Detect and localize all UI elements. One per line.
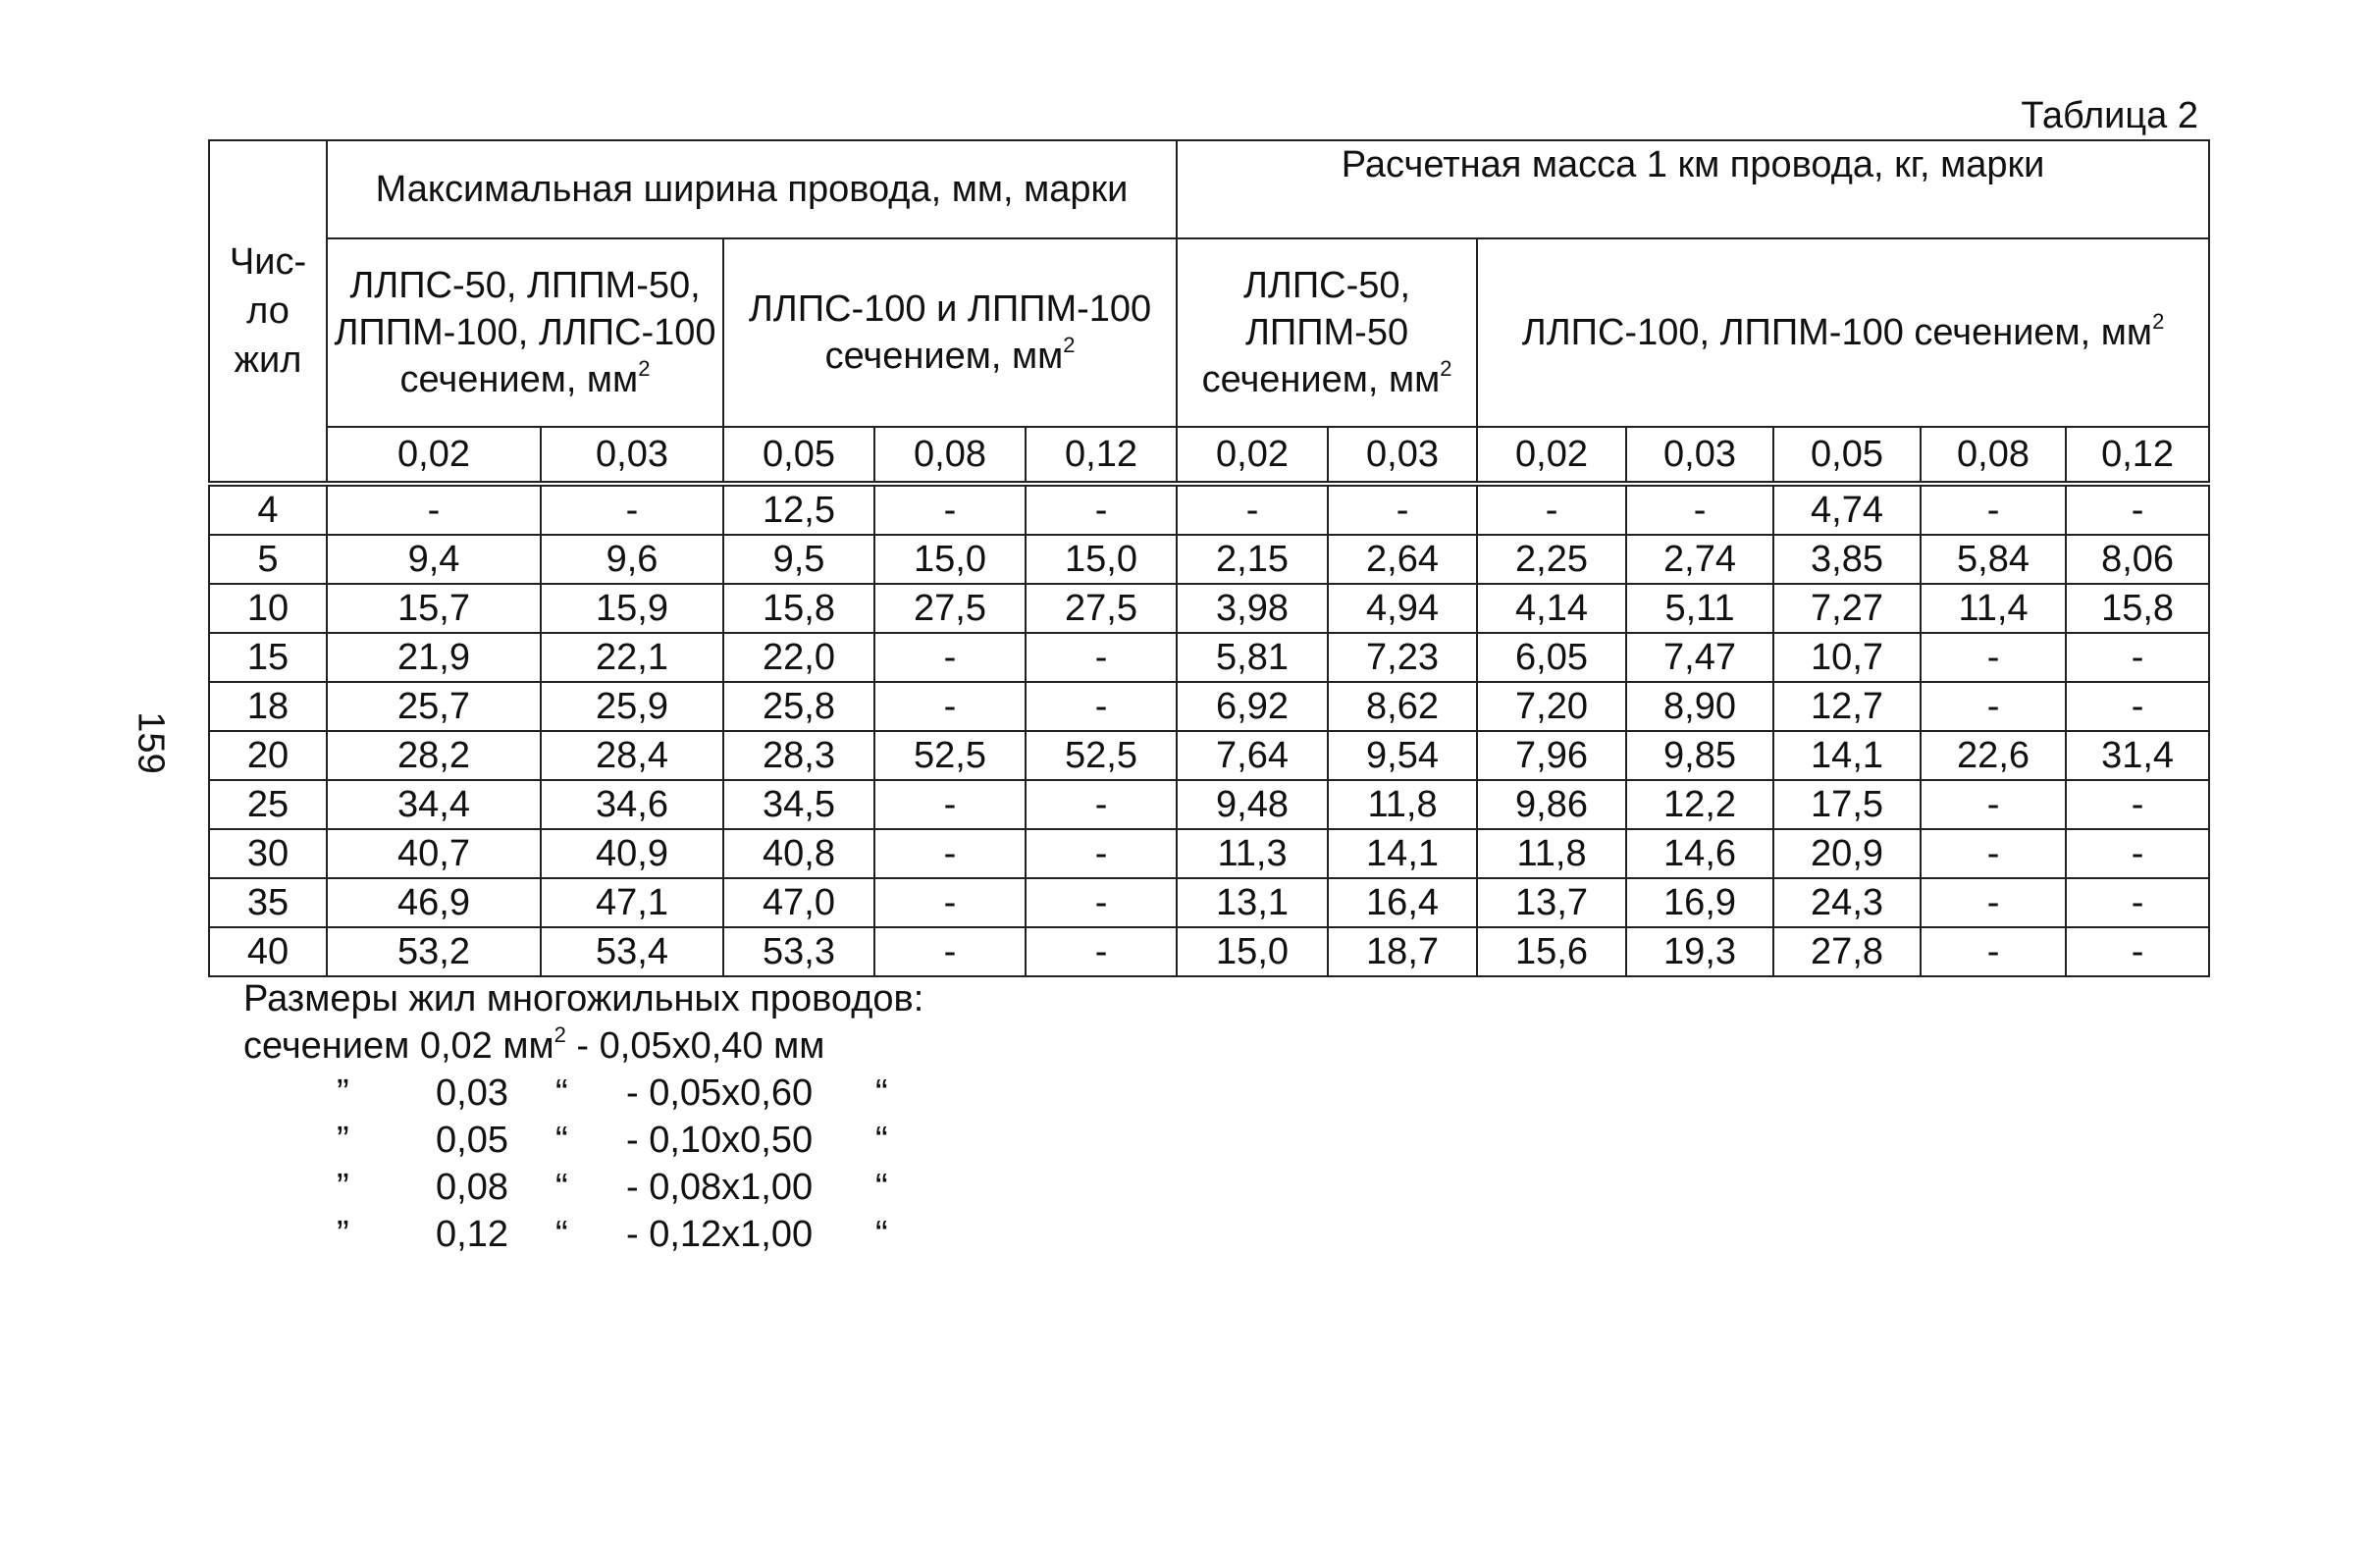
table-cell: 14,1 — [1328, 829, 1477, 878]
table-cell: 11,8 — [1328, 780, 1477, 829]
table-cell: - — [874, 484, 1026, 535]
table-cell: 9,54 — [1328, 731, 1477, 780]
table-cell: 25,9 — [541, 682, 723, 731]
table-cell: 53,4 — [541, 927, 723, 976]
row-count-cell: 30 — [209, 829, 327, 878]
table-cell: - — [874, 829, 1026, 878]
table-cell: - — [874, 927, 1026, 976]
table-cell: 4,14 — [1477, 584, 1626, 633]
table-cell: 25,7 — [327, 682, 541, 731]
section-header: 0,02 — [1477, 427, 1626, 484]
note-section: 0,03 — [436, 1072, 508, 1114]
table-cell: 14,6 — [1626, 829, 1773, 878]
table-cell: 47,1 — [541, 878, 723, 927]
table-cell: 34,5 — [723, 780, 874, 829]
table-cell: - — [2066, 878, 2209, 927]
section-header: 0,03 — [1626, 427, 1773, 484]
ditto-mark: “ — [875, 1072, 888, 1114]
table-cell: 12,7 — [1773, 682, 1921, 731]
section-header: 0,03 — [1328, 427, 1477, 484]
table-cell: - — [1626, 484, 1773, 535]
header-mass-sub1: ЛЛПС-50, ЛППМ-50 сечением, $мм^2$ — [1177, 238, 1477, 427]
table-cell: 15,0 — [1177, 927, 1328, 976]
note-size: - 0,10х0,50 — [626, 1120, 814, 1161]
table-cell: 11,4 — [1921, 584, 2066, 633]
note-item — [243, 1070, 923, 1117]
table-cell: - — [541, 484, 723, 535]
header-width-sub1: ЛЛПС-50, ЛППМ-50, ЛППМ-100, ЛЛПС-100 сечением, $мм^2$ — [327, 238, 723, 427]
header-mass-sub2: ЛЛПС-100, ЛППМ-100 сечением, $мм^2$ — [1477, 238, 2209, 427]
table-cell: 9,6 — [541, 535, 723, 584]
table-cell: - — [1026, 484, 1177, 535]
table-cell: 13,1 — [1177, 878, 1328, 927]
table-cell: 6,92 — [1177, 682, 1328, 731]
table-cell: 5,84 — [1921, 535, 2066, 584]
table-cell: 22,6 — [1921, 731, 2066, 780]
notes-first-line: сечением 0,02 $мм^2 - 0,05х0,40$ мм — [243, 1022, 825, 1067]
section-header: 0,08 — [874, 427, 1026, 484]
table-row — [209, 535, 2209, 584]
table-cell: 13,7 — [1477, 878, 1626, 927]
note-section: 0,08 — [436, 1167, 508, 1208]
table-cell: - — [1026, 927, 1177, 976]
table-row — [209, 633, 2209, 682]
table-cell: - — [1921, 682, 2066, 731]
table-cell: 7,27 — [1773, 584, 1921, 633]
ditto-mark: ” — [337, 1072, 349, 1114]
table-cell: 11,3 — [1177, 829, 1328, 878]
table-cell: 9,48 — [1177, 780, 1328, 829]
table-cell: 27,5 — [1026, 584, 1177, 633]
table-cell: 4,74 — [1773, 484, 1921, 535]
table-cell: 53,2 — [327, 927, 541, 976]
ditto-mark: ” — [337, 1120, 349, 1161]
table-cell: 16,9 — [1626, 878, 1773, 927]
table-cell: 9,5 — [723, 535, 874, 584]
table-cell: 6,05 — [1477, 633, 1626, 682]
section-header: 0,02 — [1177, 427, 1328, 484]
table-caption: Таблица 2 — [2021, 95, 2198, 136]
table-cell: 12,5 — [723, 484, 874, 535]
table-cell: 46,9 — [327, 878, 541, 927]
table-cell: - — [1177, 484, 1328, 535]
table-cell: 28,2 — [327, 731, 541, 780]
table-cell: 4,94 — [1328, 584, 1477, 633]
table-body — [209, 484, 2209, 976]
table-cell: 52,5 — [874, 731, 1026, 780]
header-count-label: Чис-ло жил — [209, 140, 327, 484]
notes-title: Размеры жил многожильных проводов: — [243, 978, 924, 1019]
section-header: 0,12 — [1026, 427, 1177, 484]
table-cell: 22,0 — [723, 633, 874, 682]
table-cell: 9,86 — [1477, 780, 1626, 829]
table-cell: - — [1921, 484, 2066, 535]
header-sections-row — [209, 427, 2209, 484]
table-cell: 2,64 — [1328, 535, 1477, 584]
header-group-width: Максимальная ширина провода, мм, марки — [327, 140, 1177, 238]
table-cell: 3,85 — [1773, 535, 1921, 584]
table-cell: - — [874, 682, 1026, 731]
ditto-mark: “ — [875, 1214, 888, 1255]
section-header: 0,12 — [2066, 427, 2209, 484]
table-cell: 7,23 — [1328, 633, 1477, 682]
table-cell: 8,90 — [1626, 682, 1773, 731]
table-cell: 15,8 — [723, 584, 874, 633]
note-item — [243, 1117, 923, 1164]
table-cell: 40,9 — [541, 829, 723, 878]
note-section: 0,05 — [436, 1120, 508, 1161]
table-cell: - — [2066, 829, 2209, 878]
ditto-mark: “ — [875, 1120, 888, 1161]
ditto-mark: “ — [875, 1167, 888, 1208]
row-count-cell: 15 — [209, 633, 327, 682]
table-cell: 53,3 — [723, 927, 874, 976]
table-cell: - — [1921, 927, 2066, 976]
table-cell: - — [874, 878, 1026, 927]
note-size: - 0,12х1,00 — [626, 1214, 814, 1255]
table-cell: 8,06 — [2066, 535, 2209, 584]
table-cell: 28,4 — [541, 731, 723, 780]
table-cell: - — [2066, 484, 2209, 535]
table-cell: 27,8 — [1773, 927, 1921, 976]
notes-items — [243, 1070, 923, 1258]
table-row — [209, 927, 2209, 976]
note-section: 0,12 — [436, 1214, 508, 1255]
table-cell: 40,8 — [723, 829, 874, 878]
table-cell: - — [2066, 633, 2209, 682]
note-item — [243, 1211, 923, 1258]
table-cell: 22,1 — [541, 633, 723, 682]
table-cell: 27,5 — [874, 584, 1026, 633]
table-cell: - — [1026, 829, 1177, 878]
row-count-cell: 18 — [209, 682, 327, 731]
note-size: - 0,08х1,00 — [626, 1167, 814, 1208]
table-cell: - — [1921, 633, 2066, 682]
table-cell: 3,98 — [1177, 584, 1328, 633]
note-size: - 0,05х0,60 — [626, 1072, 814, 1114]
table-cell: 34,6 — [541, 780, 723, 829]
table-cell: - — [1026, 633, 1177, 682]
table-cell: - — [1921, 878, 2066, 927]
table-cell: 25,8 — [723, 682, 874, 731]
section-header: 0,08 — [1921, 427, 2066, 484]
note-item — [243, 1164, 923, 1211]
section-header: 0,05 — [1773, 427, 1921, 484]
table-cell: 24,3 — [1773, 878, 1921, 927]
table-cell: - — [2066, 780, 2209, 829]
row-count-cell: 5 — [209, 535, 327, 584]
table-row — [209, 878, 2209, 927]
notes-block — [243, 975, 923, 1258]
header-width-sub2: ЛЛПС-100 и ЛППМ-100 сечением, $мм^2$ — [723, 238, 1177, 427]
table-cell: - — [2066, 927, 2209, 976]
section-header: 0,05 — [723, 427, 874, 484]
table-cell: 11,8 — [1477, 829, 1626, 878]
ditto-mark: ” — [337, 1214, 349, 1255]
table-cell: - — [1026, 878, 1177, 927]
table-cell: 2,15 — [1177, 535, 1328, 584]
table-cell: 5,11 — [1626, 584, 1773, 633]
section-header: 0,03 — [541, 427, 723, 484]
table-cell: 28,3 — [723, 731, 874, 780]
table-row — [209, 584, 2209, 633]
ditto-mark: “ — [555, 1214, 568, 1255]
table-cell: 15,9 — [541, 584, 723, 633]
table-cell: - — [1026, 682, 1177, 731]
table-cell: 9,85 — [1626, 731, 1773, 780]
ditto-mark: “ — [555, 1120, 568, 1161]
table-cell: 7,20 — [1477, 682, 1626, 731]
table-cell: 15,0 — [1026, 535, 1177, 584]
table-cell: 52,5 — [1026, 731, 1177, 780]
table-cell: 15,6 — [1477, 927, 1626, 976]
table-cell: - — [874, 780, 1026, 829]
ditto-mark: ” — [337, 1167, 349, 1208]
row-count-cell: 40 — [209, 927, 327, 976]
header-group-mass: Расчетная масса 1 км провода, кг, марки — [1177, 140, 2209, 238]
row-count-cell: 20 — [209, 731, 327, 780]
table-row — [209, 484, 2209, 535]
table-cell: 7,64 — [1177, 731, 1328, 780]
table-cell: 5,81 — [1177, 633, 1328, 682]
row-count-cell: 35 — [209, 878, 327, 927]
table-cell: 19,3 — [1626, 927, 1773, 976]
table-cell: - — [327, 484, 541, 535]
table-cell: 7,96 — [1477, 731, 1626, 780]
table-cell: - — [874, 633, 1026, 682]
page-number: 159 — [130, 711, 172, 774]
row-count-cell: 10 — [209, 584, 327, 633]
table-cell: - — [1026, 780, 1177, 829]
table-cell: 31,4 — [2066, 731, 2209, 780]
row-count-cell: 4 — [209, 484, 327, 535]
table-cell: 47,0 — [723, 878, 874, 927]
table-cell: - — [1477, 484, 1626, 535]
ditto-mark: “ — [555, 1167, 568, 1208]
table-row — [209, 780, 2209, 829]
table-cell: 12,2 — [1626, 780, 1773, 829]
table-cell: 18,7 — [1328, 927, 1477, 976]
table-cell: - — [1921, 829, 2066, 878]
table-cell: 15,0 — [874, 535, 1026, 584]
row-count-cell: 25 — [209, 780, 327, 829]
table-cell: 10,7 — [1773, 633, 1921, 682]
table-cell: 21,9 — [327, 633, 541, 682]
table-cell: 16,4 — [1328, 878, 1477, 927]
table-cell: 34,4 — [327, 780, 541, 829]
table-cell: 20,9 — [1773, 829, 1921, 878]
table-cell: 7,47 — [1626, 633, 1773, 682]
wire-data-table — [208, 139, 2210, 977]
table-cell: 15,7 — [327, 584, 541, 633]
table-cell: 2,74 — [1626, 535, 1773, 584]
section-header: 0,02 — [327, 427, 541, 484]
table-cell: - — [1921, 780, 2066, 829]
table-row — [209, 682, 2209, 731]
table-cell: 2,25 — [1477, 535, 1626, 584]
table-row — [209, 829, 2209, 878]
ditto-mark: “ — [555, 1072, 568, 1114]
table-cell: - — [1328, 484, 1477, 535]
table-cell: 17,5 — [1773, 780, 1921, 829]
table-cell: - — [2066, 682, 2209, 731]
table-row — [209, 731, 2209, 780]
table-cell: 40,7 — [327, 829, 541, 878]
table-cell: 14,1 — [1773, 731, 1921, 780]
table-cell: 15,8 — [2066, 584, 2209, 633]
table-cell: 9,4 — [327, 535, 541, 584]
table-cell: 8,62 — [1328, 682, 1477, 731]
